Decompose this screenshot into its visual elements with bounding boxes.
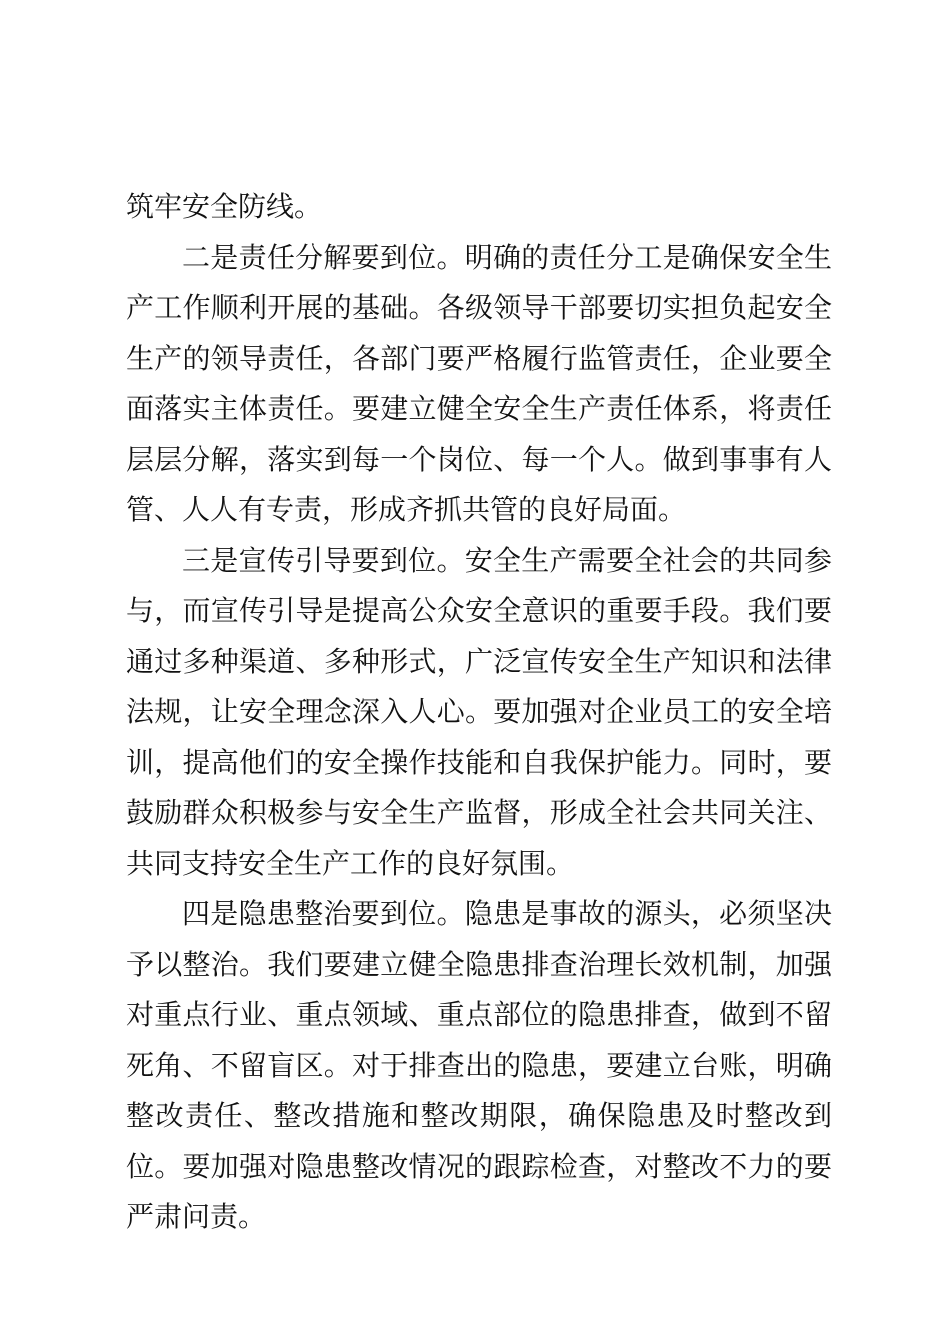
- document-body: [126, 182, 832, 1243]
- paragraph-hazard-rectification: 四是隐患整治要到位。隐患是事故的源头，必须坚决予以整治。我们要建立健全隐患排查治理长效机制，加强对重点行业、重点领域、重点部位的隐患排查，做到不留死角、不留盲区。对于排查出的隐患，要建立台账，明确整改责任、整改措施和整改期限，确保隐患及时整改到位。要加强对隐患整改情况的跟踪检查，对整改不力的要严肃问责。: [126, 897, 832, 1233]
- paragraph-responsibility: 二是责任分解要到位。明确的责任分工是确保安全生产工作顺利开展的基础。各级领导干部要切实担负起安全生产的领导责任，各部门要严格履行监管责任，企业要全面落实主体责任。要建立健全安全生产责任体系，将责任层层分解，落实到每一个岗位、每一个人。做到事事有人管、人人有专责，形成齐抓共管的良好局面。: [126, 240, 832, 526]
- paragraph-publicity: 三是宣传引导要到位。安全生产需要全社会的共同参与，而宣传引导是提高公众安全意识的重要手段。我们要通过多种渠道、多种形式，广泛宣传安全生产知识和法律法规，让安全理念深入人心。要加强对企业员工的安全培训，提高他们的安全操作技能和自我保护能力。同时，要鼓励群众积极参与安全生产监督，形成全社会共同关注、共同支持安全生产工作的良好氛围。: [126, 543, 832, 880]
- paragraph-continuation: 筑牢安全防线。: [126, 190, 323, 223]
